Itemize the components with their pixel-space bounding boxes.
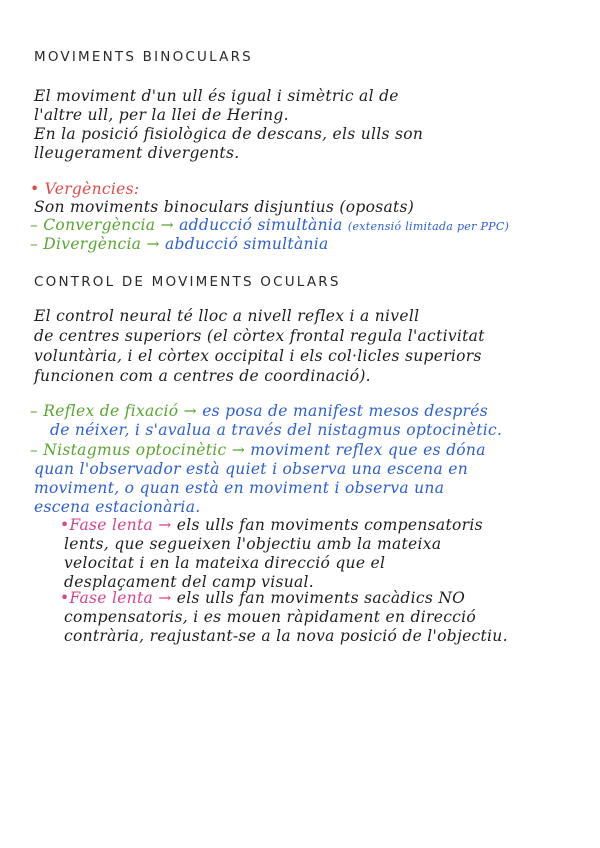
reflex-label: – Reflex de fixació → bbox=[30, 402, 197, 420]
nistagmus-text: moviment reflex que es dóna bbox=[250, 441, 486, 459]
para-line: El moviment d'un ull és igual i simètric al de bbox=[34, 87, 399, 105]
nistagmus-text-cont: quan l'observador està quiet i observa una escena en bbox=[34, 460, 468, 478]
para-line: El control neural té lloc a nivell reflex i a nivell bbox=[34, 307, 420, 325]
fase-lenta-item-2 bbox=[60, 588, 465, 608]
fase-lenta-text-cont: contrària, reajustant-se a la nova posició de l'objectiu. bbox=[64, 627, 508, 645]
nistagmus-label: – Nistagmus optocinètic → bbox=[30, 441, 245, 459]
para-line: voluntària, i el còrtex occipital i els col·licles superiors bbox=[34, 347, 482, 365]
para-line: l'altre ull, per la llei de Hering. bbox=[34, 106, 289, 124]
nistagmus-item bbox=[30, 440, 486, 460]
para-line: En la posició fisiològica de descans, els ulls son bbox=[34, 125, 424, 143]
vergencies-text: Son moviments binoculars disjuntius (oposats) bbox=[34, 198, 415, 216]
fase-lenta-label: •Fase lenta → bbox=[60, 516, 172, 534]
fase-lenta-text: els ulls fan moviments compensatoris bbox=[176, 516, 483, 534]
divergencia-item bbox=[30, 234, 329, 254]
reflex-item bbox=[30, 401, 488, 421]
convergencia-text: adducció simultània bbox=[179, 216, 343, 234]
divergencia-label: – Divergència → bbox=[30, 235, 160, 253]
fase-lenta-text-cont: lents, que segueixen l'objectiu amb la mateixa bbox=[64, 535, 442, 553]
section-title-binoculars: MOVIMENTS BINOCULARS bbox=[34, 49, 253, 65]
para-line: lleugerament divergents. bbox=[34, 144, 240, 162]
fase-lenta-item-1 bbox=[60, 515, 483, 535]
fase-lenta-label: •Fase lenta → bbox=[60, 589, 172, 607]
fase-lenta-text-cont: desplaçament del camp visual. bbox=[64, 573, 315, 591]
convergencia-note: (extensió limitada per PPC) bbox=[347, 220, 510, 233]
divergencia-text: abducció simultània bbox=[165, 235, 329, 253]
para-line: de centres superiors (el còrtex frontal regula l'activitat bbox=[34, 327, 485, 345]
fase-lenta-text-cont: compensatoris, i es mouen ràpidament en direcció bbox=[64, 608, 477, 626]
nistagmus-text-cont: escena estacionària. bbox=[34, 498, 201, 516]
fase-lenta-text: els ulls fan moviments sacàdics NO bbox=[176, 589, 466, 607]
section-title-control: CONTROL DE MOVIMENTS OCULARS bbox=[34, 274, 341, 290]
reflex-text: es posa de manifest mesos després bbox=[202, 402, 488, 420]
vergencies-heading: • Vergències: bbox=[30, 180, 140, 198]
nistagmus-text-cont: moviment, o quan està en moviment i observa una bbox=[34, 479, 445, 497]
reflex-text-cont: de néixer, i s'avalua a través del nistagmus optocinètic. bbox=[50, 421, 503, 439]
fase-lenta-text-cont: velocitat i en la mateixa direcció que el bbox=[64, 554, 386, 572]
para-line: funcionen com a centres de coordinació). bbox=[34, 367, 371, 385]
convergencia-label: – Convergència → bbox=[30, 216, 174, 234]
